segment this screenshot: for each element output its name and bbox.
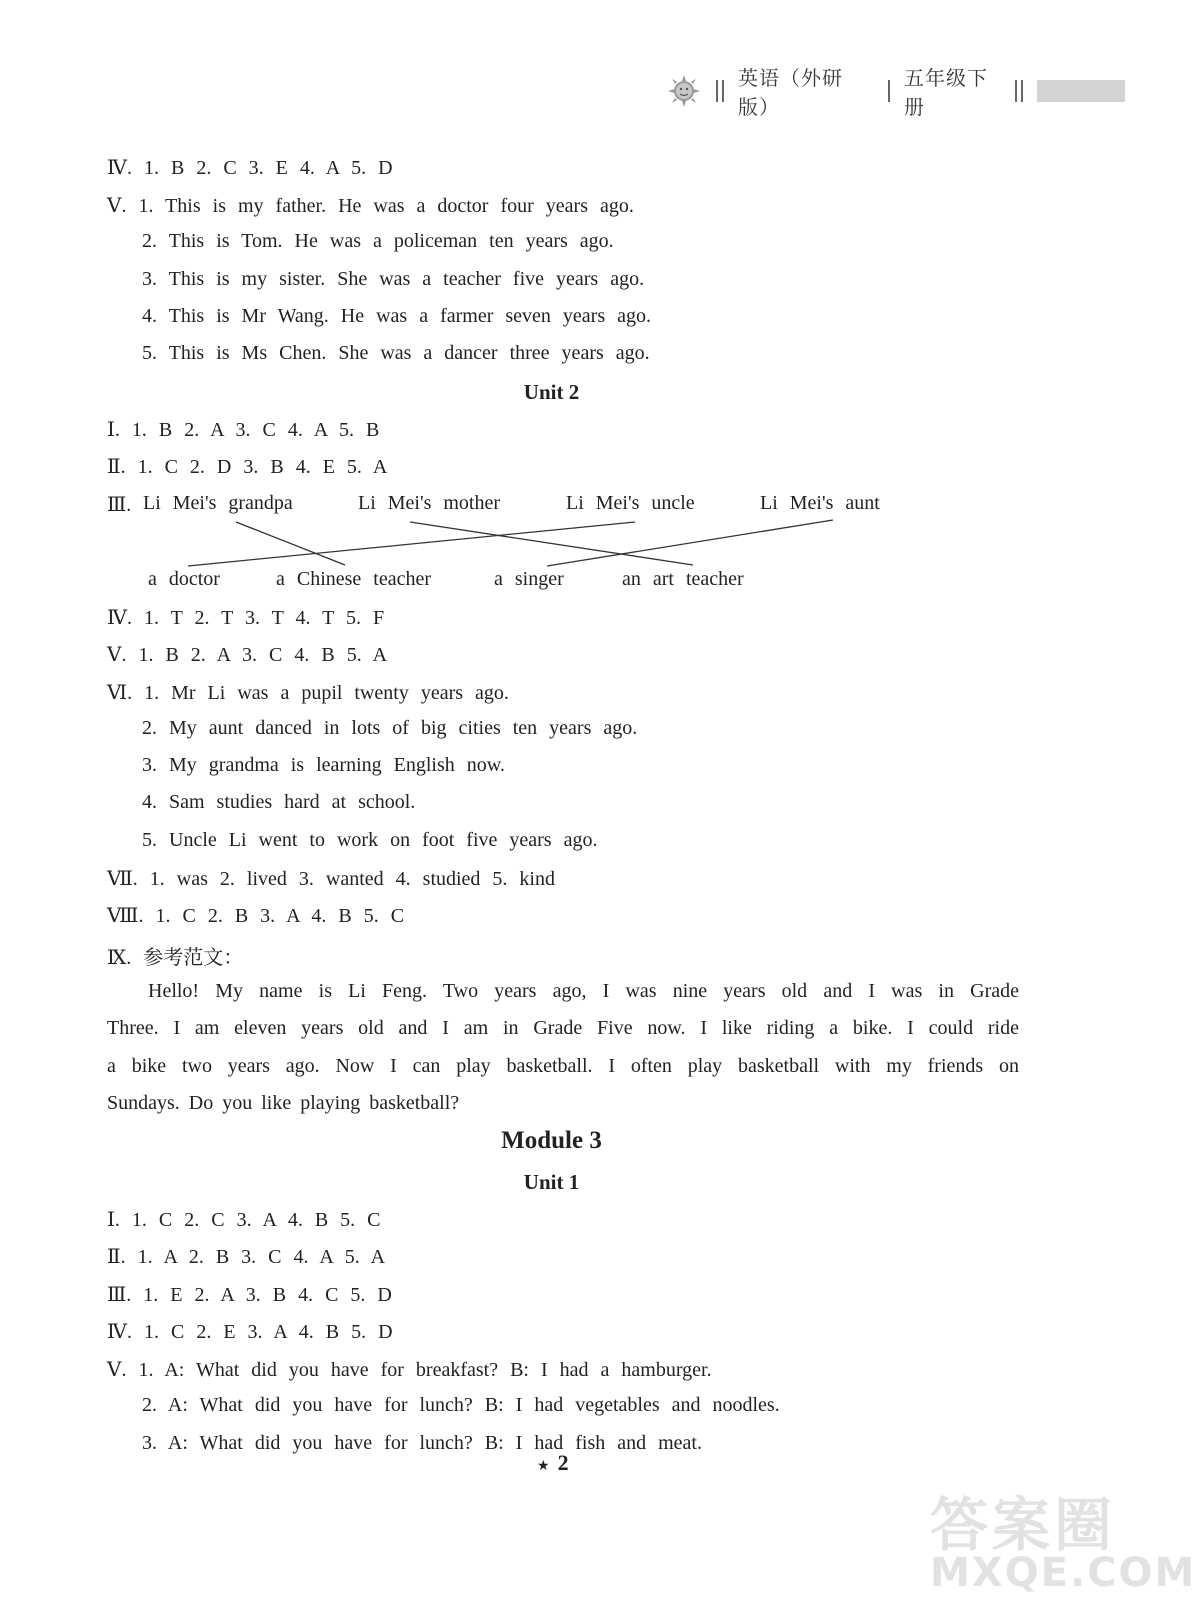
header-grade: 五年级下册 [903,66,988,119]
page-footer [537,1450,569,1476]
match-job: an art teacher [622,568,744,590]
match-person: Li Mei's mother [358,492,501,514]
essay-line: Sundays. Do you like playing basketball? [107,1092,460,1114]
answer-line: Ⅰ. 1. C 2. C 3. A 4. B 5. C [107,1209,381,1231]
sentence-line: 5. Uncle Li went to work on foot five years ago. [142,829,598,851]
match-line [188,522,635,566]
unit-title: Unit 1 [523,1170,580,1194]
answer-line: Ⅴ. 1. B 2. A 3. C 4. B 5. A [107,644,388,666]
answer-line: Ⅷ. 1. C 2. B 3. A 4. B 5. C [107,905,405,927]
sentence-line: 5. This is Ms Chen. She was a dancer three years ago. [142,342,650,364]
watermark-logo-text: 答案圈 [930,1491,1117,1559]
page-number: 2 [557,1450,569,1475]
answer-line: Ⅵ. 1. Mr Li was a pupil twenty years ago. [107,682,509,704]
match-line [236,522,345,565]
sentence-line: 2. This is Tom. He was a policeman ten years ago. [142,230,614,252]
star-icon: ★ [537,1459,550,1474]
answer-line: Ⅲ. 1. E 2. A 3. B 4. C 5. D [107,1284,392,1306]
unit-title: Unit 2 [523,380,580,404]
match-job: a Chinese teacher [276,568,432,590]
sentence-line: 3. A: What did you have for lunch? B: I had fish and meat. [142,1432,702,1454]
answer-line: Ⅱ. 1. A 2. B 3. C 4. A 5. A [107,1246,386,1268]
sentence-line: 4. This is Mr Wang. He was a farmer seven years ago. [142,305,651,327]
sentence-line: 2. My aunt danced in lots of big cities ten years ago. [142,717,638,739]
essay-line: Hello! My name is Li Feng. Two years ago, I was nine years old and I was in Grade [148,980,1019,1002]
essay-line: a bike two years ago. Now I can play basketball. I often play basketball with my friends on [107,1055,1019,1077]
answer-line: Ⅴ. 1. A: What did you have for breakfast? B: I had a hamburger. [107,1359,712,1381]
answer-line: Ⅱ. 1. C 2. D 3. B 4. E 5. A [107,456,388,478]
answer-line: Ⅶ. 1. was 2. lived 3. wanted 4. studied 5. kind [107,868,555,890]
answer-line: Ⅴ. 1. This is my father. He was a doctor four years ago. [107,195,634,217]
essay-heading: Ⅸ. 参考范文： [107,947,244,969]
sentence-line: 4. Sam studies hard at school. [142,791,416,813]
answer-line: Ⅳ. 1. T 2. T 3. T 4. T 5. F [107,607,385,629]
match-person: Li Mei's aunt [760,492,880,514]
answer-line: Ⅳ. 1. C 2. E 3. A 4. B 5. D [107,1321,393,1343]
header-subject: 英语（外研版） [738,66,843,119]
answer-line: Ⅳ. 1. B 2. C 3. E 4. A 5. D [107,157,393,179]
match-person: Li Mei's grandpa [143,492,293,514]
match-line [410,522,693,565]
match-job: a singer [494,568,564,590]
sentence-line: 2. A: What did you have for lunch? B: I had vegetables and noodles. [142,1394,780,1416]
match-person: Li Mei's uncle [566,492,695,514]
answer-line: Ⅰ. 1. B 2. A 3. C 4. A 5. B [107,419,380,441]
watermark [930,1478,1196,1596]
essay-line: Three. I am eleven years old and I am in Grade Five now. I like riding a bike. I could ride [107,1017,1019,1039]
sentence-line: 3. This is my sister. She was a teacher five years ago. [142,268,645,290]
module-title: Module 3 [501,1127,602,1154]
matching-label: Ⅲ. [107,494,132,516]
match-job: a doctor [148,568,220,590]
sentence-line: 3. My grandma is learning English now. [142,754,505,776]
watermark-url: MXQE.COM [930,1550,1196,1596]
